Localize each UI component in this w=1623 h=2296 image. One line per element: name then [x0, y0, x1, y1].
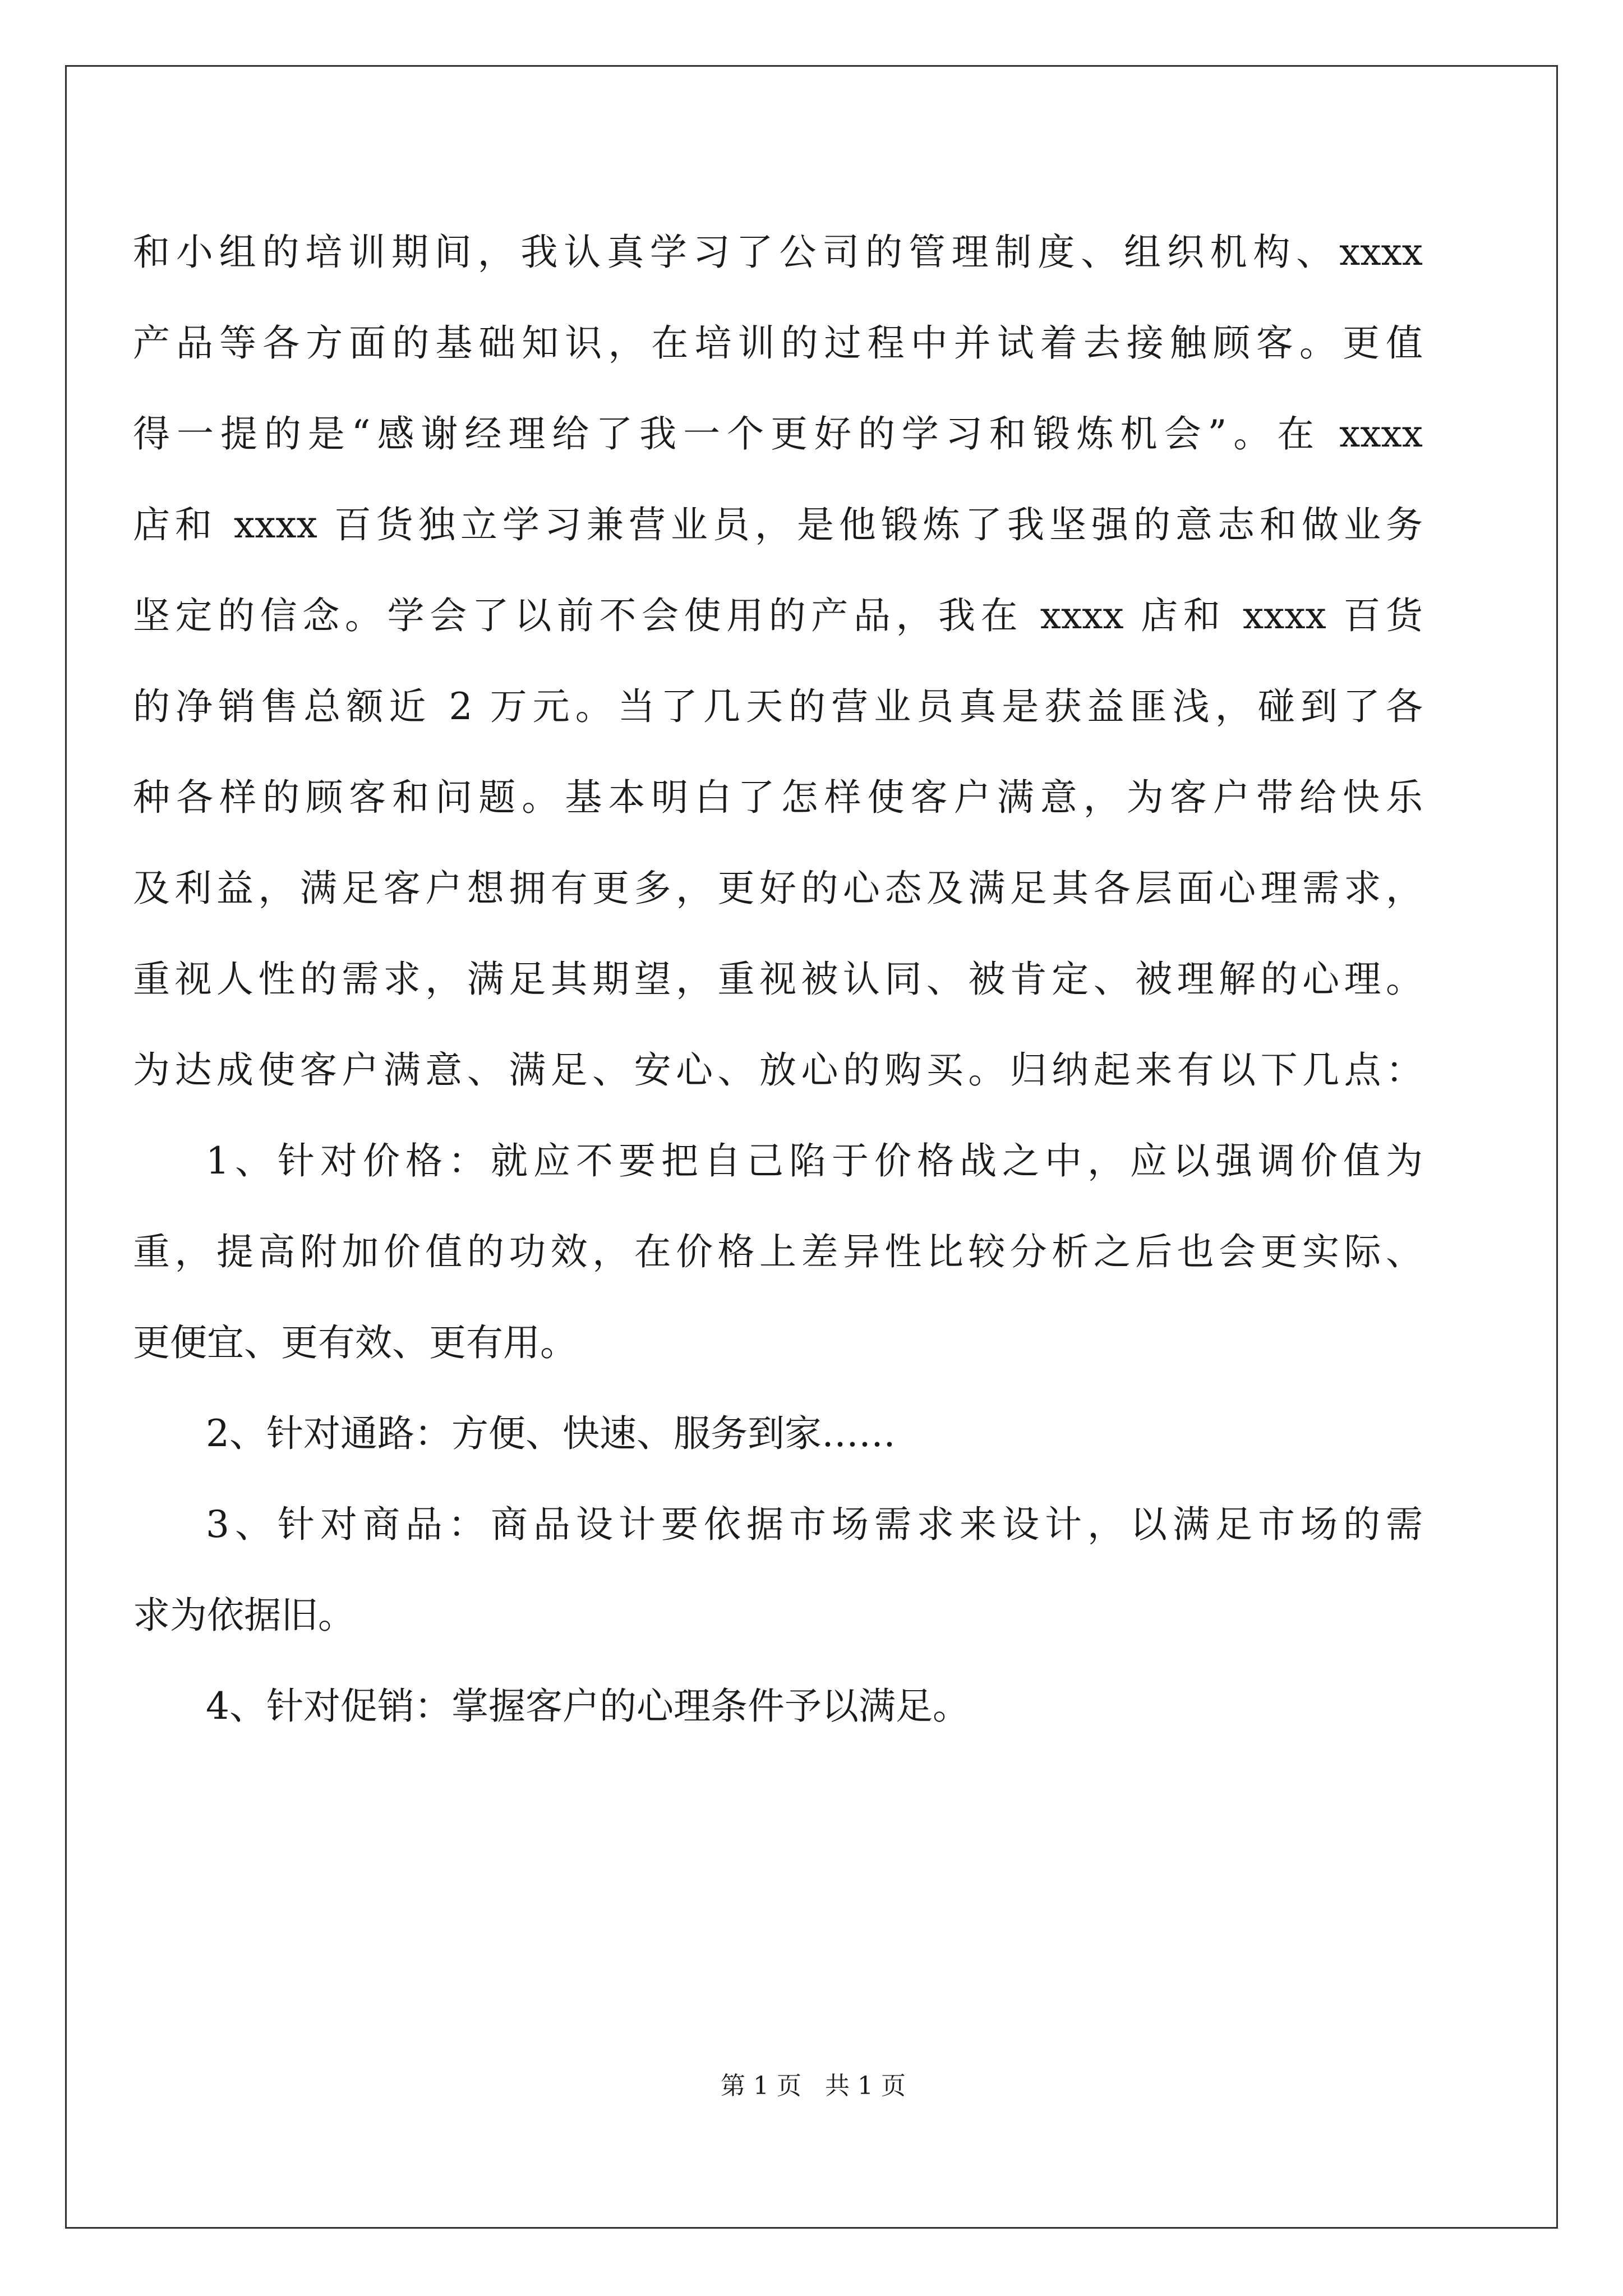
list-item-channel: 2、针对通路：方便、快速、服务到家……	[206, 1412, 896, 1455]
paragraph-line: 及利益，满足客户想拥有更多，更好的心态及满足其各层面心理需求，	[133, 867, 1423, 910]
page-footer: 第 1 页 共 1 页	[721, 2072, 906, 2100]
paragraph-line: 的净销售总额近 2 万元。当了几天的营业员真是获益匪浅，碰到了各	[133, 685, 1423, 728]
paragraph-line: 种各样的顾客和问题。基本明白了怎样使客户满意，为客户带给快乐	[133, 776, 1423, 819]
paragraph-line: 坚定的信念。学会了以前不会使用的产品，我在 xxxx 店和 xxxx 百货	[133, 594, 1423, 637]
paragraph-line: 得一提的是“感谢经理给了我一个更好的学习和锻炼机会”。在 xxxx	[133, 412, 1423, 455]
list-item-price: 1、针对价格：就应不要把自己陷于价格战之中，应以强调价值为	[206, 1139, 1423, 1182]
list-item-product: 3、针对商品：商品设计要依据市场需求来设计，以满足市场的需	[206, 1503, 1423, 1546]
paragraph-line: 求为依据旧。	[133, 1594, 355, 1637]
paragraph-line: 更便宜、更有效、更有用。	[133, 1321, 577, 1364]
paragraph-line: 重，提高附加价值的功效，在价格上差异性比较分析之后也会更实际、	[133, 1230, 1423, 1273]
paragraph-line: 和小组的培训期间，我认真学习了公司的管理制度、组织机构、xxxx	[133, 231, 1423, 274]
list-item-promotion: 4、针对促销：掌握客户的心理条件予以满足。	[206, 1685, 970, 1728]
paragraph-line: 产品等各方面的基础知识，在培训的过程中并试着去接触顾客。更值	[133, 321, 1423, 365]
paragraph-line: 重视人性的需求，满足其期望，重视被认同、被肯定、被理解的心理。	[133, 958, 1423, 1001]
paragraph-line: 店和 xxxx 百货独立学习兼营业员，是他锻炼了我坚强的意志和做业务	[133, 503, 1423, 546]
paragraph-line: 为达成使客户满意、满足、安心、放心的购买。归纳起来有以下几点：	[133, 1048, 1423, 1092]
